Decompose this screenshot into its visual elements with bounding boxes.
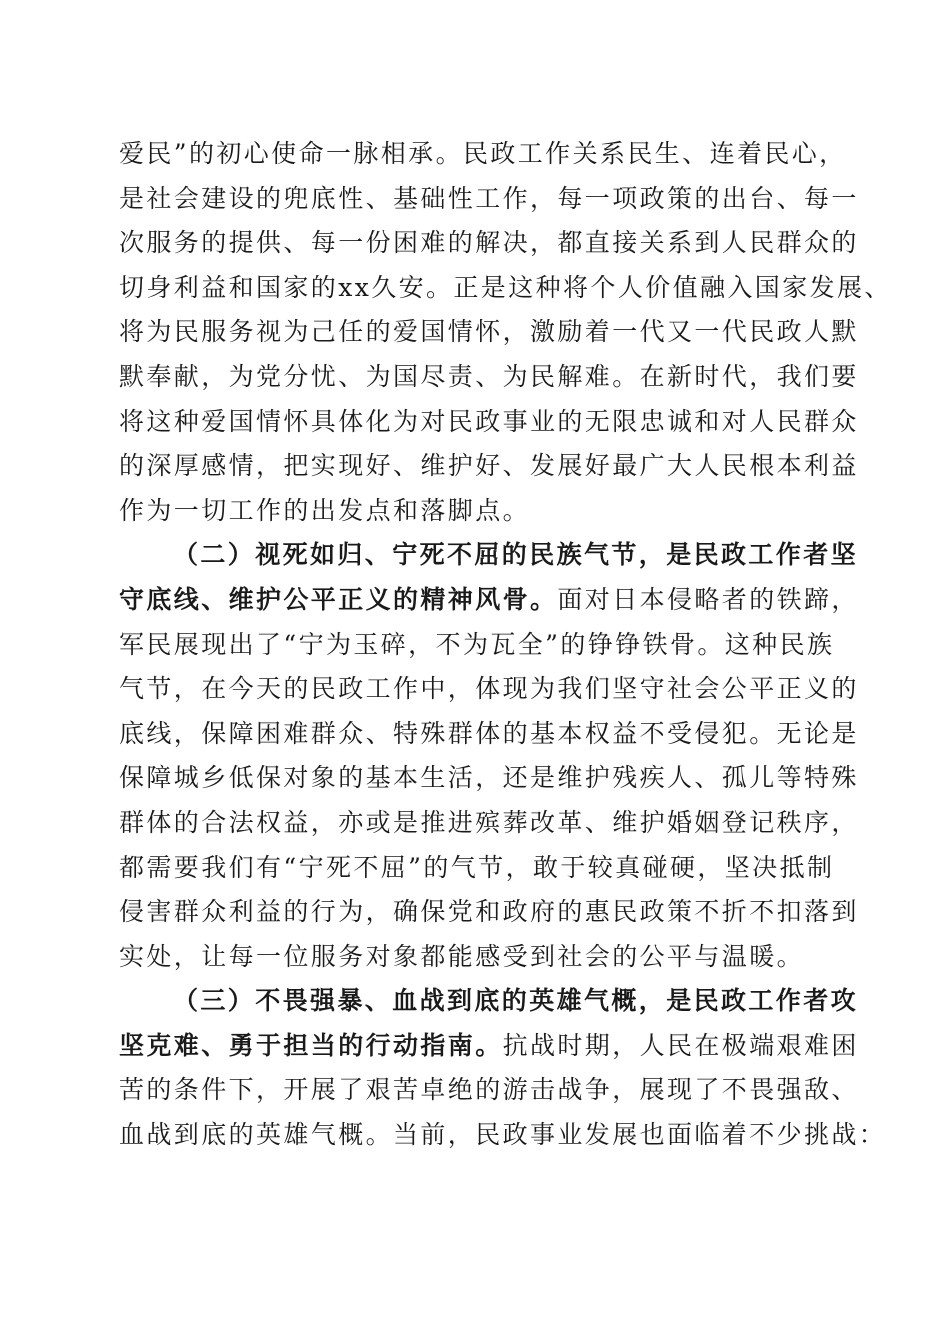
text-segment: 都需要我们有“宁死不屈”的气节，敢于较真碰硬，坚决抵制: [119, 852, 835, 882]
bold-text-segment: 守底线、维护公平正义的精神风骨。: [119, 584, 558, 614]
text-segment: 的深厚感情，把实现好、维护好、发展好最广大人民根本利益: [119, 451, 859, 481]
text-segment: 切身利益和国家的xx久安。正是这种将个人价值融入国家发展、: [119, 272, 892, 302]
text-line: [119, 801, 859, 846]
text-line: [119, 355, 859, 400]
text-line: [119, 712, 859, 757]
text-line: [119, 1024, 859, 1069]
text-segment: 苦的条件下，开展了艰苦卓绝的游击战争，展现了不畏强敌、: [119, 1075, 859, 1105]
text-line: [119, 979, 859, 1024]
text-segment: 侵害群众利益的行为，确保党和政府的惠民政策不折不扣落到: [119, 897, 859, 927]
document-body: [119, 132, 892, 1158]
text-segment: 群体的合法权益，亦或是推进殡葬改革、维护婚姻登记秩序，: [119, 807, 859, 837]
text-segment: 气节，在今天的民政工作中，体现为我们坚守社会公平正义的: [119, 674, 859, 704]
text-line: [119, 266, 892, 311]
text-segment: 爱民”的初心使命一脉相承。民政工作关系民生、连着民心，: [119, 139, 847, 168]
text-segment: 军民展现出了“宁为玉碎，不为瓦全”的铮铮铁骨。这种民族: [119, 629, 835, 659]
paragraph: [119, 132, 892, 533]
text-line: [119, 578, 859, 623]
text-line: [119, 1113, 887, 1158]
text-line: [119, 1068, 859, 1113]
text-line: [119, 667, 859, 712]
text-line: [119, 623, 835, 668]
bold-text-segment: （二）视死如归、宁死不屈的民族气节，是民政工作者坚: [173, 540, 859, 570]
text-segment: 血战到底的英雄气概。当前，民政事业发展也面临着不少挑战：: [119, 1120, 887, 1150]
text-segment: 面对日本侵略者的铁蹄，: [557, 584, 859, 614]
text-line: [119, 489, 831, 534]
text-line: [119, 890, 859, 935]
paragraph: [119, 979, 887, 1157]
text-line: [119, 400, 859, 445]
text-line: [119, 221, 859, 266]
bold-text-segment: 坚克难、勇于担当的行动指南。: [119, 1030, 503, 1060]
text-line: [119, 132, 847, 177]
text-segment: 是社会建设的兜底性、基础性工作，每一项政策的出台、每一: [119, 183, 859, 213]
text-segment: 作为一切工作的出发点和落脚点。: [119, 495, 531, 525]
paragraph: [119, 533, 859, 979]
text-segment: 保障城乡低保对象的基本生活，还是维护残疾人、孤儿等特殊: [119, 763, 859, 793]
text-line: [119, 846, 835, 891]
bold-text-segment: （三）不畏强暴、血战到底的英雄气概，是民政工作者攻: [173, 986, 859, 1016]
text-line: [119, 310, 859, 355]
text-line: [119, 177, 859, 222]
text-line: [119, 756, 859, 801]
text-segment: 将这种爱国情怀具体化为对民政事业的无限忠诚和对人民群众: [119, 406, 859, 436]
text-segment: 实处，让每一位服务对象都能感受到社会的公平与温暖。: [119, 941, 805, 971]
text-segment: 将为民服务视为己任的爱国情怀，激励着一代又一代民政人默: [119, 317, 859, 347]
text-segment: 底线，保障困难群众、特殊群体的基本权益不受侵犯。无论是: [119, 718, 859, 748]
text-segment: 默奉献，为党分忧、为国尽责、为民解难。在新时代，我们要: [119, 361, 859, 391]
text-segment: 次服务的提供、每一份困难的解决，都直接关系到人民群众的: [119, 228, 859, 258]
text-line: [119, 533, 859, 578]
text-line: [119, 935, 831, 980]
text-segment: 抗战时期，人民在极端艰难困: [502, 1030, 859, 1060]
text-line: [119, 444, 859, 489]
